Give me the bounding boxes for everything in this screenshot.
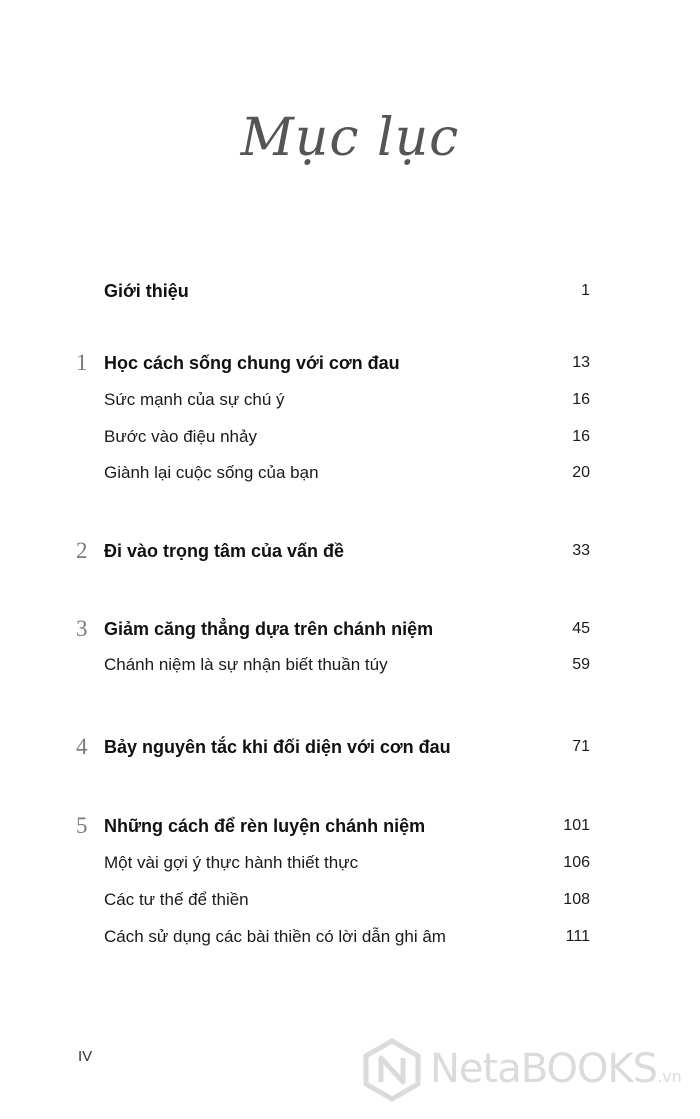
toc-entry-section[interactable] (0, 424, 700, 452)
toc-entry-label: Cách sử dụng các bài thiền có lời dẫn ghi âm (104, 927, 446, 946)
watermark-text (430, 1046, 682, 1092)
toc-entry-label: Chánh niệm là sự nhận biết thuần túy (104, 655, 388, 674)
toc-entry-label: Sức mạnh của sự chú ý (104, 390, 285, 409)
watermark-suffix: .vn (657, 1067, 682, 1086)
page-title: Mục lục (240, 108, 460, 168)
chapter-number: 2 (76, 538, 88, 563)
toc-page-number: 16 (572, 391, 590, 408)
toc-entry-label: Một vài gợi ý thực hành thiết thực (104, 853, 359, 872)
toc-entry-section[interactable] (0, 850, 700, 878)
toc-page-number: 13 (572, 354, 590, 371)
toc-entry-label: Bảy nguyên tắc khi đối diện với cơn đau (104, 737, 451, 757)
toc-page-number: 71 (572, 738, 590, 755)
netabooks-logo-icon (362, 1038, 422, 1102)
toc-entry-chapter-5[interactable] (0, 813, 700, 841)
toc-entry-section[interactable] (0, 924, 700, 952)
toc-entry-chapter-1[interactable] (0, 350, 700, 378)
toc-entry-label: Những cách để rèn luyện chánh niệm (104, 816, 426, 836)
toc-page-number: 20 (572, 464, 590, 481)
chapter-number: 3 (76, 616, 88, 641)
toc-entry-label: Giới thiệu (104, 281, 189, 301)
toc-entry-chapter-2[interactable] (0, 538, 700, 566)
toc-entry-label: Bước vào điệu nhảy (104, 427, 257, 446)
toc-page-number: 106 (563, 854, 590, 871)
toc-page-number: 1 (581, 282, 590, 299)
watermark-brand: NetaBOOKS (430, 1046, 658, 1092)
toc-entry-label: Đi vào trọng tâm của vấn đề (104, 541, 345, 561)
toc-page-number: 16 (572, 428, 590, 445)
toc-entry-section[interactable] (0, 460, 700, 488)
toc-page-number: 33 (572, 542, 590, 559)
toc-entry-label: Các tư thế để thiền (104, 890, 249, 909)
chapter-number: 1 (76, 350, 88, 375)
toc-page-number: 101 (563, 817, 590, 834)
toc-page-number: 108 (563, 891, 590, 908)
toc-entry-chapter-4[interactable] (0, 734, 700, 762)
toc-entry-section[interactable] (0, 387, 700, 415)
toc-page-number: 111 (565, 928, 590, 945)
watermark (362, 1038, 692, 1102)
toc-page-number: 45 (572, 620, 590, 637)
toc-entry-label: Học cách sống chung với cơn đau (104, 353, 400, 373)
page-folio: IV (78, 1048, 93, 1065)
toc-entry-label: Giành lại cuộc sống của bạn (104, 463, 319, 482)
chapter-number: 5 (76, 813, 88, 838)
toc-entry-label: Giảm căng thẳng dựa trên chánh niệm (104, 619, 434, 639)
toc-page-number: 59 (572, 656, 590, 673)
toc-entry-intro[interactable] (0, 278, 700, 306)
toc-entry-section[interactable] (0, 652, 700, 680)
toc-entry-chapter-3[interactable] (0, 616, 700, 644)
chapter-number: 4 (76, 734, 88, 759)
toc-entry-section[interactable] (0, 887, 700, 915)
